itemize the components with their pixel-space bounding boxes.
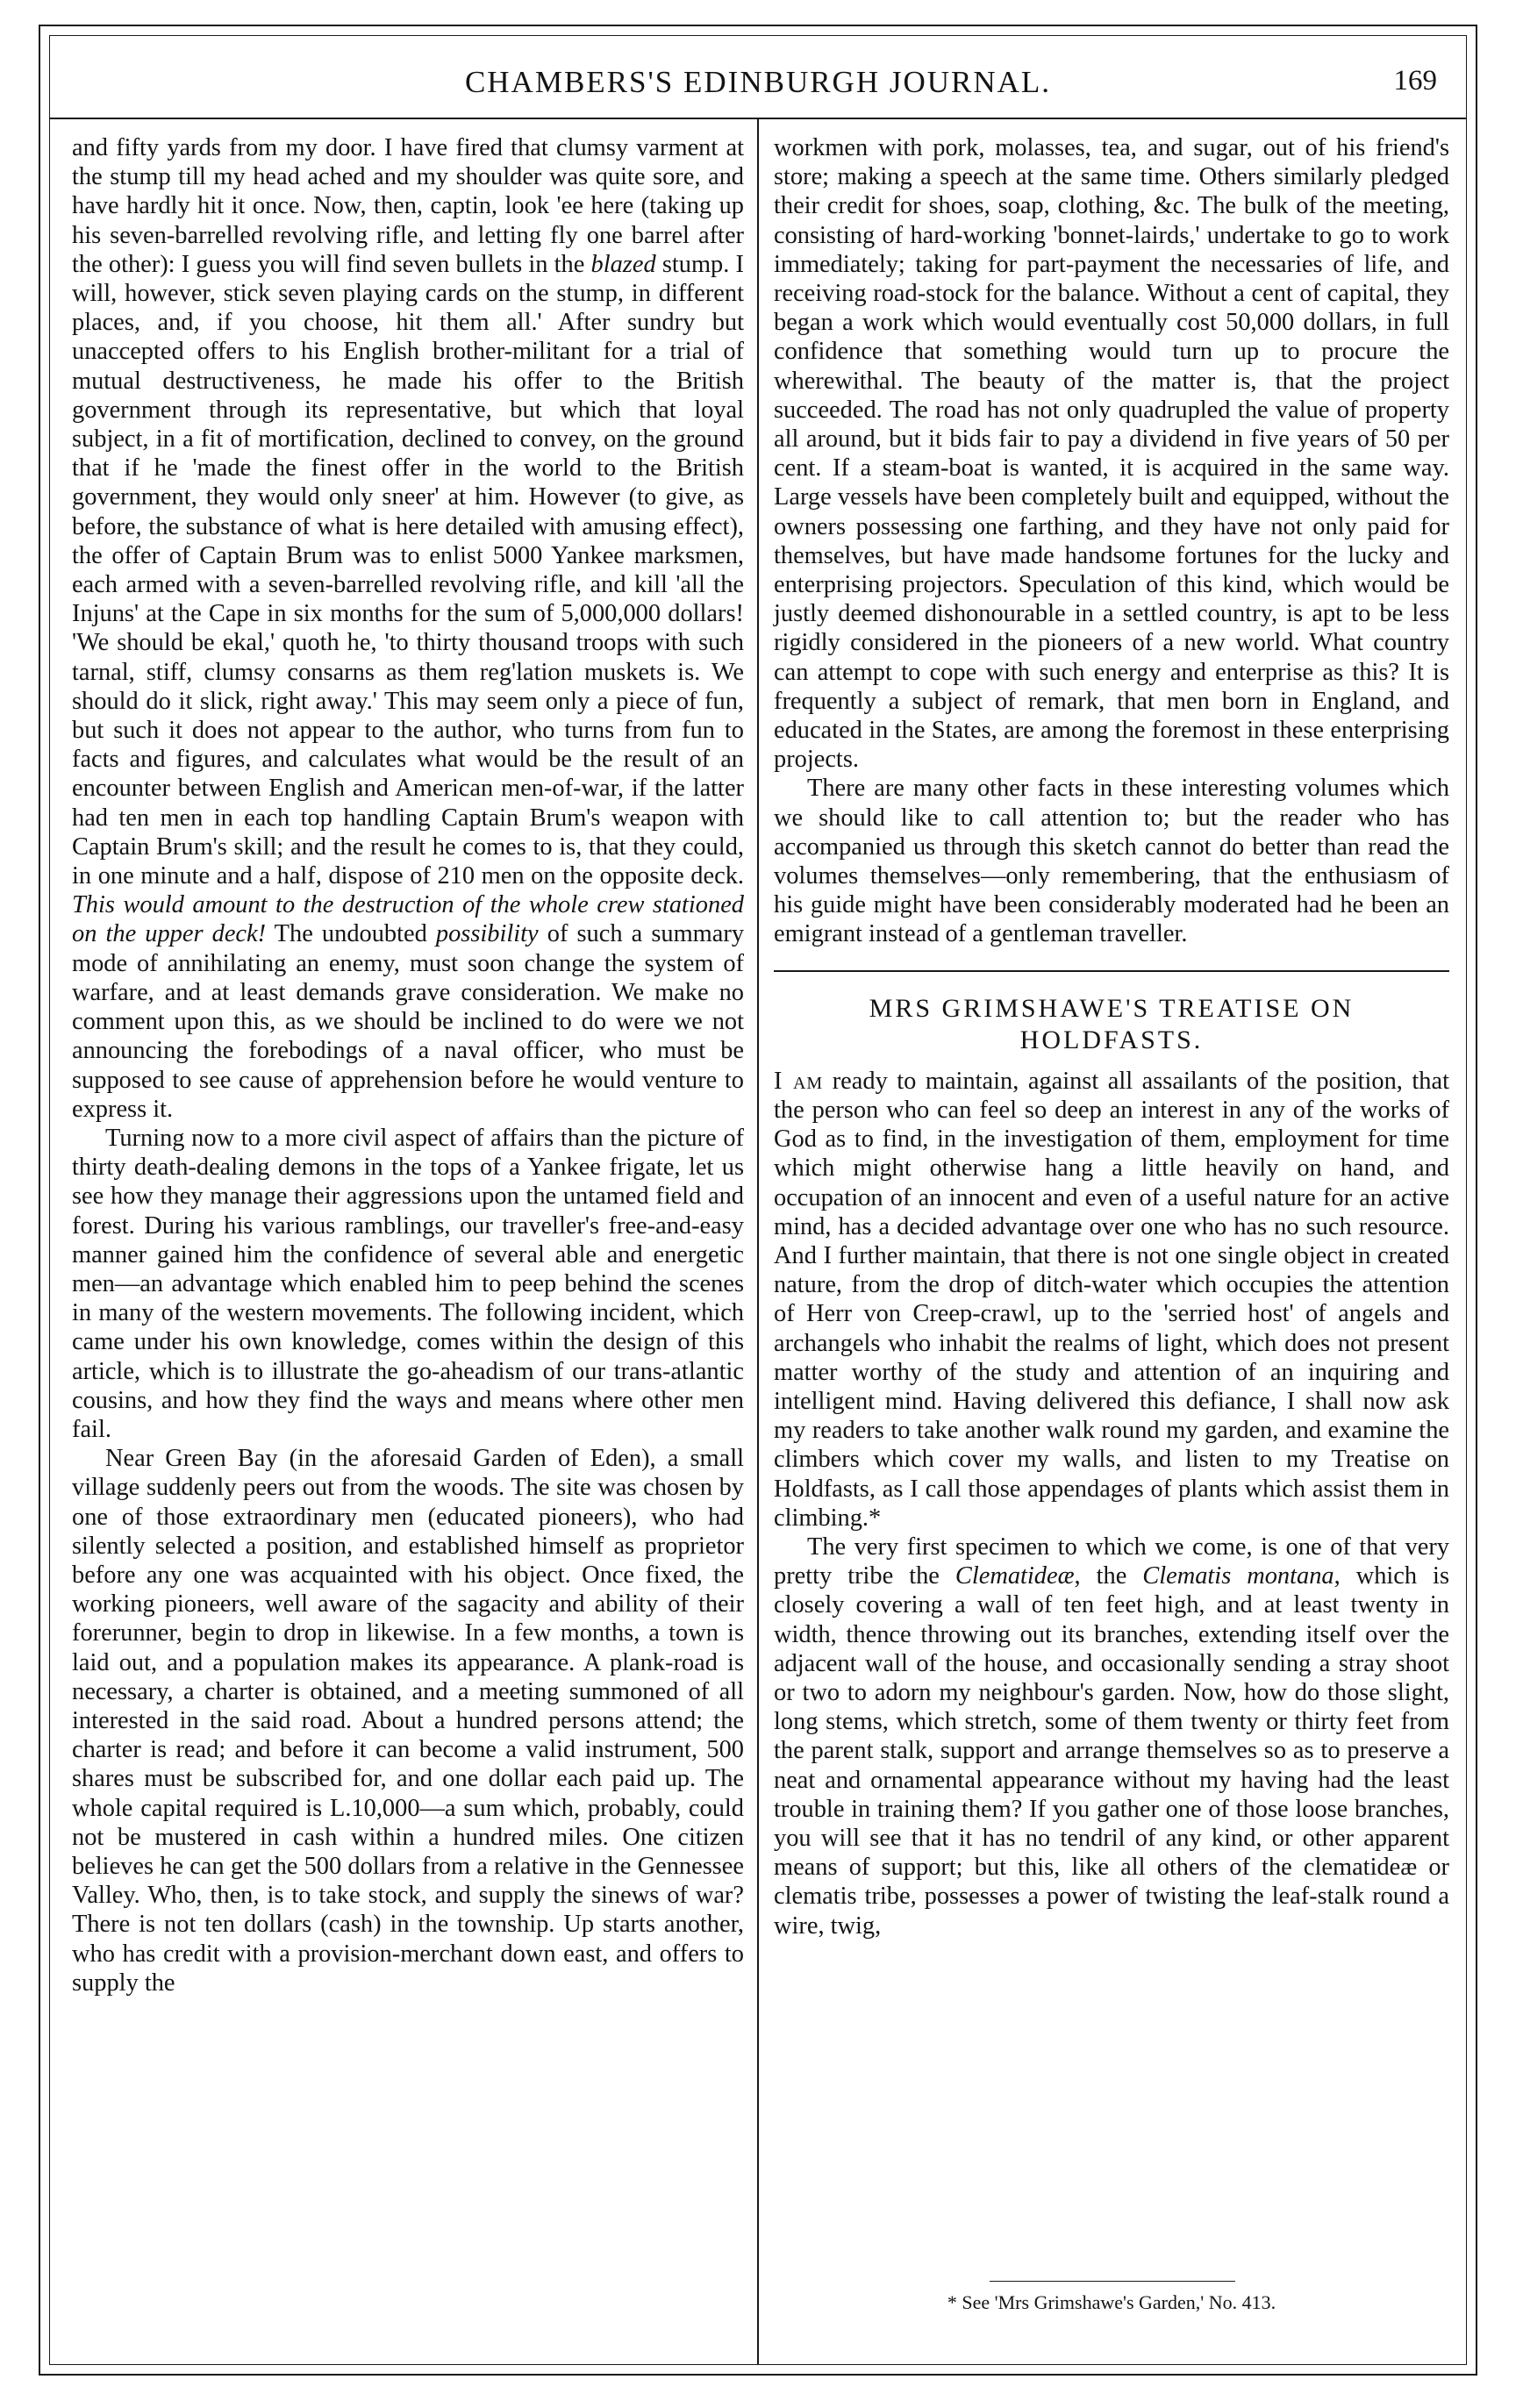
page-number: 169 <box>1393 65 1437 96</box>
article-title: MRS GRIMSHAWE'S TREATISE ON HOLDFASTS. <box>869 993 1355 1054</box>
section-divider <box>774 970 1449 972</box>
right-column <box>774 133 1449 1940</box>
right-paragraph-1: workmen with pork, molasses, tea, and sugar, out of his friend's store; making a speech at the same time. Others similarly pledged their credit for shoes, soap, clothing, &c. The bulk of the meeting, consisting of hard-working 'bonnet-lairds,' undertake to go to work immediately; taking for part-payment the necessaries of life, and receiving road-stock for the balance. Without a cent of capital, they began a work which would eventually cost 50,000 dollars, in full confidence that something would turn up to procure the wherewithal. The beauty of the matter is, that the project succeeded. The road has not only quadrupled the value of property all around, but it bids fair to pay a dividend in five years of 50 per cent. If a steam-boat is wanted, it is acquired in the same way. Large vessels have been completely built and equipped, without the owners possessing one farthing, and they have not only paid for themselves, but have made handsome fortunes for the lucky and enterprising projectors. Speculation of this kind, which would be justly deemed dishonourable in a settled country, is apt to be less rigidly considered in the pioneers of a new world. What country can attempt to cope with such energy and enterprise as this? It is frequently a subject of remark, that men born in England, and educated in the States, are among the foremost in these enterprising projects. <box>774 134 1449 774</box>
journal-title: CHAMBERS'S EDINBURGH JOURNAL. <box>464 65 1052 99</box>
running-header <box>49 35 1467 119</box>
footnote: * See 'Mrs Grimshawe's Garden,' No. 413. <box>947 2291 1276 2313</box>
right-paragraph-4: The very first specimen to which we come, is one of that very pretty tribe the Clematideæ, the Clematis montana, which is closely covering a wall of ten feet high, and at least twenty in width, thence throwing out its branches, extending itself over the adjacent wall of the house, and occasionally sending a stray shoot or two to adorn my neighbour's garden. Now, how do those slight, long stems, which stretch, some of them twenty or thirty feet from the parent stalk, support and arrange themselves so as to preserve a neat and ornamental appearance without my having had the least trouble in training them? If you gather one of those loose branches, you will see that it has no tendril of any kind, or other apparent means of support; but this, like all others of the clematideæ or clematis tribe, possesses a power of twisting the leaf-stalk round a wire, twig, <box>774 1533 1449 1940</box>
right-paragraph-3: I am ready to maintain, against all assailants of the position, that the person who can feel so deep an interest in any of the works of God as to find, in the investigation of them, employment for time which might otherwise hang a little heavily on hand, and occupation of an innocent and even of a useful nature for an active mind, has a decided advantage over one who has no such resource. And I further maintain, that there is not one single object in created nature, from the drop of ditch-water which occupies the attention of Herr von Creep-crawl, up to the 'serried host' of angels and archangels who inhabit the realms of light, which does not present matter worthy of the study and attention of an inquiring and intelligent mind. Having delivered this defiance, I shall now ask my readers to take another walk round my garden, and examine the climbers which cover my walls, and listen to my Treatise on Holdfasts, as I call those appendages of plants which assist them in climbing.* <box>774 1067 1449 1532</box>
column-divider <box>757 119 759 2365</box>
left-column <box>72 133 744 1997</box>
left-paragraph-1: and fifty yards from my door. I have fired that clumsy varment at the stump till my head ached and my shoulder was quite sore, and have hardly hit it once. Now, then, captin, look 'ee here (taking up his seven-barrelled revolving rifle, and letting fly one barrel after the other): I guess you will find seven bullets in the blazed stump. I will, however, stick seven playing cards on the stump, in different places, and, if you choose, hit them all.' After sundry but unaccepted offers to his English brother-militant for a trial of mutual destructiveness, he made his offer to the British government through its representative, but which that loyal subject, in a fit of mortification, declined to convey, on the ground that if he 'made the finest offer in the world to the British government, they would only sneer' at him. However (to give, as before, the substance of what is here detailed with amusing effect), the offer of Captain Brum was to enlist 5000 Yankee marksmen, each armed with a seven-barrelled revolving rifle, and kill 'all the Injuns' at the Cape in six months for the sum of 5,000,000 dollars! 'We should be ekal,' quoth he, 'to thirty thousand troops with such tarnal, stiff, clumsy consarns as them reg'lation muskets is. We should do it slick, right away.' This may seem only a piece of fun, but such it does not appear to the author, who turns from fun to facts and figures, and calculates what would be the result of an encounter between English and American men-of-war, if the latter had ten men in each top handling Captain Brum's weapon with Captain Brum's skill; and the result he comes to is, that they could, in one minute and a half, dispose of 210 men on the opposite deck. This would amount to the destruction of the whole crew stationed on the upper deck! The undoubted possibility of such a summary mode of annihilating an enemy, must soon change the system of warfare, and at least demands grave consideration. We make no comment upon this, as we should be inclined to do were we not announcing the forebodings of a naval officer, who must be supposed to see cause of apprehension before he would venture to express it. <box>72 134 745 1123</box>
left-paragraph-2: Turning now to a more civil aspect of affairs than the picture of thirty death-dealing demons in the tops of a Yankee frigate, let us see how they manage their aggressions upon the untamed field and forest. During his various ramblings, our traveller's free-and-easy manner gained him the confidence of several able and energetic men—an advantage which enabled him to peep behind the scenes in many of the western movements. The following incident, which came under his own knowledge, comes within the design of this article, which is to illustrate the go-aheadism of our trans-atlantic cousins, and how they find the ways and means where other men fail. <box>72 1124 744 1443</box>
footnote-rule <box>990 2281 1235 2282</box>
left-paragraph-3: Near Green Bay (in the aforesaid Garden of Eden), a small village suddenly peers out from the woods. The site was chosen by one of those extraordinary men (educated pioneers), who had silently selected a position, and established himself as proprietor before any one was acquainted with his object. Once fixed, the working pioneers, well aware of the sagacity and ability of their forerunner, begin to drop in likewise. In a few months, a town is laid out, and a population makes its appearance. A plank-road is necessary, a charter is obtained, and a meeting summoned of all interested in the said road. About a hundred persons attend; the charter is read; and before it can become a valid instrument, 500 shares must be subscribed for, and one dollar each paid up. The whole capital required is L.10,000—a sum which, probably, could not be mustered in cash within a hundred miles. One citizen believes he can get the 500 dollars from a relative in the Gennessee Valley. Who, then, is to take stock, and supply the sinews of war? There is not ten dollars (cash) in the township. Up starts another, who has credit with a provision-merchant down east, and offers to supply the <box>72 1445 744 1997</box>
right-paragraph-2: There are many other facts in these interesting volumes which we should like to call attention to; but the reader who has accompanied us through this sketch cannot do better than read the volumes themselves—only remembering, that the enthusiasm of his guide might have been considerably moderated had he been an emigrant instead of a gentleman traveller. <box>774 775 1449 948</box>
